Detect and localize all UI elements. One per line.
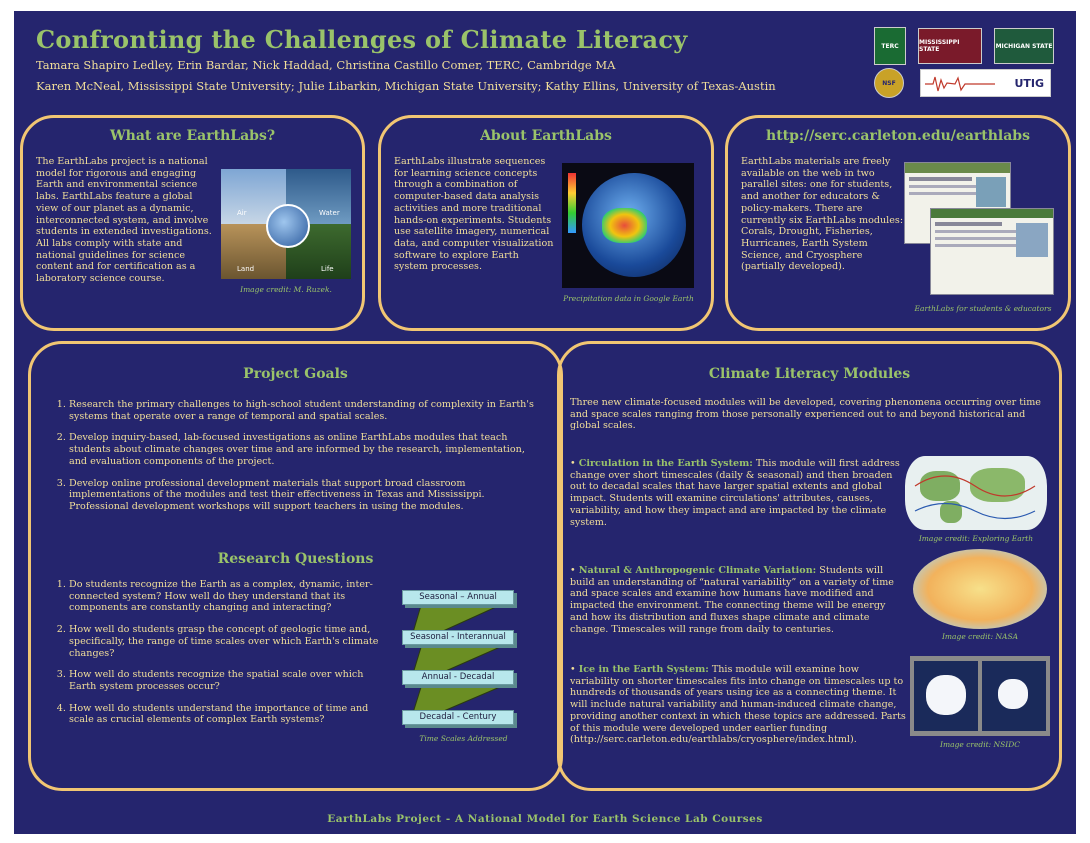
about-body: EarthLabs illustrate sequences for learning science concepts through a combination of computer-based data analysis activities and more traditional hands-on experiments. Students use satellite imagery, numerical data, and computer visualization software to explore Earth system processes. — [394, 156, 554, 273]
seismogram-icon — [925, 74, 995, 94]
module-ice: • Ice in the Earth System: This module will examine how variability on shorter timescales fits into change on timescales up to hundreds of thousands of years using ice as a connecting theme. It will include natural variability and human-induced climate change, providing another context in which these topics are addressed. Parts of this module were developed under earlier funding (http://serc.carleton.edu/earthlabs/cryosphere/index.html). — [570, 664, 906, 746]
temperature-map-image — [913, 549, 1047, 629]
modules-panel — [557, 341, 1062, 791]
module-circulation: • Circulation in the Earth System: This module will first address change over short timescales (daily & seasonal) and then broaden out to decadal scales that have larger spatial extents and global impact. Students will examine circulations' attributes, causes, variability, and how they impact and are impacted by the climate system. — [570, 458, 900, 528]
goal-item: 3. Develop online professional development materials that support broad classroom implementations of the modules and test their effectiveness in Texas and Mississippi. Professional development workshops will support teachers in using the modules. — [69, 478, 541, 513]
about-heading: About EarthLabs — [480, 128, 612, 144]
legend-bar — [568, 173, 576, 233]
utig-logo: UTIG — [920, 69, 1051, 97]
what-are-caption: Image credit: M. Ruzek. — [240, 285, 332, 294]
google-earth-image — [562, 163, 694, 288]
timescale-seasonal-interannual: Seasonal - Interannual — [402, 630, 514, 645]
timescale-decadal-century: Decadal - Century — [402, 710, 514, 725]
circulation-map-image — [905, 456, 1047, 530]
earth-globe-icon — [266, 204, 310, 248]
current-arrows-icon — [905, 456, 1047, 530]
educator-site-screenshot — [930, 208, 1054, 295]
module-body: Students will build an understanding of “natural variability” on a variety of time and space scales and examine how humans have modified and impacted the environment. The connecting theme will be energy and how its distribution and fluxes shape climate and climate change. Timescales will range from daily to centuries. — [570, 565, 894, 635]
research-item: 4. How well do students understand the importance of time and scale as crucial elements of complex Earth systems? — [69, 703, 381, 726]
sea-ice-image — [910, 656, 1050, 736]
what-are-earthlabs-panel — [20, 115, 365, 331]
goals-heading: Project Goals — [243, 366, 348, 382]
research-item: 1. Do students recognize the Earth as a complex, dynamic, inter-connected system? How well do they understand that its components are constantly changing and interacting? — [69, 579, 381, 614]
module-variation: • Natural & Anthropogenic Climate Variation: Students will build an understanding of “natural variability” on a variety of time and space scales and examine how humans have modified and impacted the environment. The connecting theme will be energy and how its distribution and fluxes shape climate and climate change. Timescales will range from daily to centuries. — [570, 565, 894, 635]
nsf-logo: NSF — [874, 68, 904, 98]
ice-caption: Image credit: NSIDC — [940, 740, 1020, 749]
authors-line-2: Karen McNeal, Mississippi State University; Julie Libarkin, Michigan State University; Kathy Ellins, University of Texas-Austin — [36, 79, 776, 93]
air-label: Air — [237, 209, 247, 217]
research-item: 2. How well do students grasp the concept of geologic time and, specifically, the range of time scales over which Earth's climate changes? — [69, 624, 381, 659]
modules-intro: Three new climate-focused modules will be developed, covering phenomena occurring over time and space scales ranging from those personally experienced out to and beyond historical and global scales. — [570, 397, 1041, 432]
poster-footer: EarthLabs Project - A National Model for Earth Science Lab Courses — [327, 813, 763, 825]
module-title: Natural & Anthropogenic Climate Variation: — [578, 565, 817, 576]
poster-title: Confronting the Challenges of Climate Literacy — [36, 25, 688, 54]
module-title: Circulation in the Earth System: — [578, 458, 753, 469]
module-body: This module will examine how variability on shorter timescales fits into change on timescales up to hundreds of thousands of years using ice as a connecting theme. It will include natural variability and human-induced climate change, providing another context in which these topics are addressed. Parts of this module were developed under earlier funding (http://serc.carleton.edu/earthlabs/cryosphere/index.html). — [570, 664, 906, 746]
life-label: Life — [321, 265, 334, 273]
water-label: Water — [319, 209, 340, 217]
mississippi-state-logo: MISSISSIPPI STATE — [918, 28, 982, 64]
research-list — [51, 579, 381, 736]
circulation-caption: Image credit: Exploring Earth — [918, 534, 1034, 543]
module-title: Ice in the Earth System: — [578, 664, 709, 675]
authors-line-1: Tamara Shapiro Ledley, Erin Bardar, Nick Haddad, Christina Castillo Comer, TERC, Cambridge MA — [36, 58, 616, 72]
land-label: Land — [237, 265, 255, 273]
what-are-body: The EarthLabs project is a national model for rigorous and engaging Earth and environmental science labs. EarthLabs feature a global view of our planet as a dynamic, interconnected system, and involve students in extended investigations. All labs comply with state and national guidelines for science content and for certification as a laboratory science course. — [36, 156, 212, 285]
terc-logo: TERC — [874, 27, 906, 65]
url-caption: EarthLabs for students & educators — [914, 304, 1052, 313]
earth-system-image — [221, 169, 351, 279]
globe-icon — [582, 173, 686, 277]
about-earthlabs-panel — [378, 115, 714, 331]
goals-research-panel — [28, 341, 563, 791]
timescale-annual-decadal: Annual - Decadal — [402, 670, 514, 685]
goal-item: 2. Develop inquiry-based, lab-focused investigations as online EarthLabs modules that teach students about climate changes over time and are informed by the research, implementation, and evaluation components of the project. — [69, 432, 541, 467]
modules-heading: Climate Literacy Modules — [708, 366, 911, 382]
timescale-diagram — [402, 584, 524, 724]
about-caption: Precipitation data in Google Earth — [563, 294, 694, 303]
url-heading: http://serc.carleton.edu/earthlabs — [766, 128, 1030, 144]
michigan-state-logo: MICHIGAN STATE — [994, 28, 1054, 64]
variation-caption: Image credit: NASA — [941, 632, 1019, 641]
zigzag-arrow-icon — [402, 584, 524, 724]
poster — [14, 11, 1076, 834]
what-are-heading: What are EarthLabs? — [109, 128, 276, 144]
research-heading: Research Questions — [217, 551, 374, 567]
url-panel — [725, 115, 1071, 331]
research-item: 3. How well do students recognize the spatial scale over which Earth system processes occur? — [69, 669, 381, 692]
timescale-caption: Time Scales Addressed — [419, 734, 508, 743]
goals-list — [51, 399, 541, 523]
url-body: EarthLabs materials are freely available on the web in two parallel sites: one for students, and another for educators & policy-makers. There are currently six EarthLabs modules: Corals, Drought, Fisheries, Hurricanes, Earth System Science, and Cryosphere (partially developed). — [741, 156, 904, 273]
timescale-seasonal-annual: Seasonal – Annual — [402, 590, 514, 605]
module-body: This module will first address change over short timescales (daily & seasonal) and then broaden out to decadal scales that have larger spatial extents and global impact. Students will examine circulations' attributes, causes, variability, and how they impact and are impacted by the climate system. — [570, 458, 900, 528]
goal-item: 1. Research the primary challenges to high-school student understanding of complexity in Earth's systems that operate over a range of temporal and spatial scales. — [69, 399, 541, 422]
